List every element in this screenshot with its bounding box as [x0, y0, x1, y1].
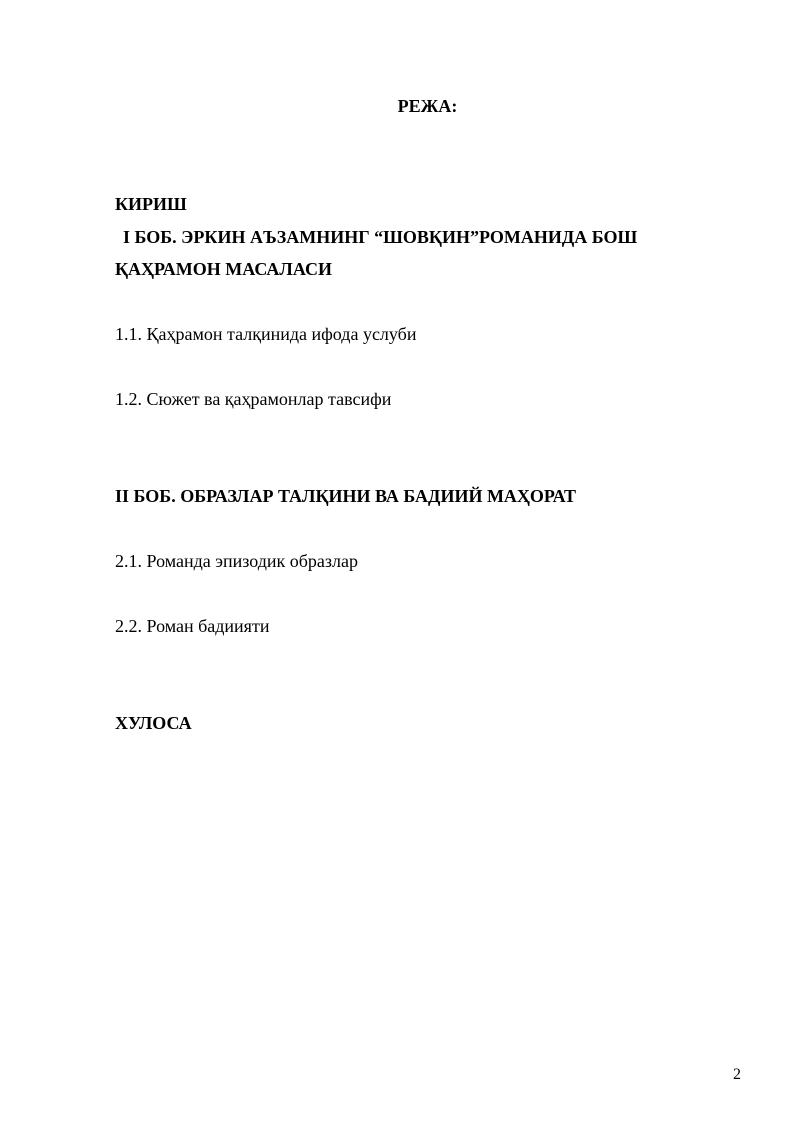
toc-section-2-2: 2.2. Роман бадиияти: [115, 616, 270, 636]
toc-chapter1-heading-line2: ҚАҲРАМОН МАСАЛАСИ: [115, 259, 332, 279]
page-number: 2: [733, 1066, 741, 1083]
toc-section-1-2: 1.2. Сюжет ва қаҳрамонлар тавсифи: [115, 389, 392, 409]
page-title: РЕЖА:: [397, 96, 458, 116]
toc-chapter2-heading: II БОБ. ОБРАЗЛАР ТАЛҚИНИ ВА БАДИИЙ МАҲОРАТ: [115, 486, 577, 506]
toc-intro: КИРИШ: [115, 194, 187, 214]
toc-chapter1-heading-line1: I БОБ. ЭРКИН АЪЗАМНИНГ “ШОВҚИН”РОМАНИДА БОШ: [123, 227, 638, 247]
toc-section-1-1: 1.1. Қаҳрамон талқинида ифода услуби: [115, 324, 417, 344]
toc-conclusion: ХУЛОСА: [115, 713, 192, 733]
toc-section-2-1: 2.1. Романда эпизодик образлар: [115, 551, 358, 571]
